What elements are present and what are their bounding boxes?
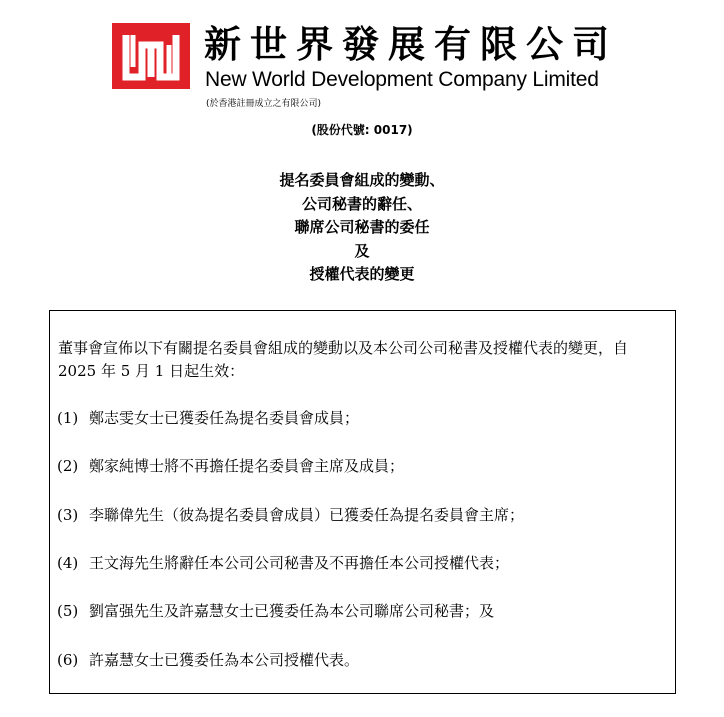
new-world-logo-icon: [112, 23, 190, 89]
logo-mark: [112, 23, 190, 89]
list-item: [57, 601, 494, 621]
item-number: (3): [57, 506, 79, 524]
list-item: [57, 456, 404, 476]
item-text: 鄭志雯女士已獲委任為提名委員會成員；: [89, 409, 360, 427]
item-text: 劉富强先生及許嘉慧女士已獲委任為本公司聯席公司秘書；及: [89, 602, 495, 620]
item-number: (6): [57, 651, 79, 669]
item-number: (5): [57, 602, 79, 620]
incorporation-note: (於香港註冊成立之有限公司): [206, 99, 322, 109]
item-text: 王文海先生將辭任本公司公司秘書及不再擔任本公司授權代表；: [89, 554, 510, 572]
item-number: (4): [57, 554, 79, 572]
item-number: (2): [57, 457, 79, 475]
item-text: 許嘉慧女士已獲委任為本公司授權代表。: [89, 651, 360, 669]
title-line: 提名委員會組成的變動、: [279, 171, 445, 189]
item-text: 鄭家純博士將不再擔任提名委員會主席及成員；: [89, 457, 405, 475]
title-line: 聯席公司秘書的委任: [294, 218, 430, 236]
title-line: 及: [354, 241, 370, 260]
title-line: 公司秘書的辭任、: [301, 194, 422, 213]
company-name-english: New World Development Company Limited: [205, 68, 599, 91]
list-item: [57, 408, 359, 428]
item-number: (1): [57, 409, 79, 427]
item-text: 李聯偉先生（彼為提名委員會成員）已獲委任為提名委員會主席；: [89, 506, 525, 524]
notice-box: [49, 310, 676, 694]
title-line: 授權代表的變更: [309, 265, 415, 283]
announcement-title: [0, 169, 724, 287]
list-item: [57, 650, 359, 670]
stock-code: (股份代號: 0017): [311, 123, 413, 137]
company-name-chinese: 新世界發展有限公司: [204, 22, 618, 66]
list-item: [57, 553, 509, 573]
notice-intro: 董事會宣佈以下有關提名委員會組成的變動以及本公司公司秘書及授權代表的變更，自 2025 年 5 月 1 日起生效：: [58, 339, 629, 380]
list-item: [57, 505, 524, 525]
